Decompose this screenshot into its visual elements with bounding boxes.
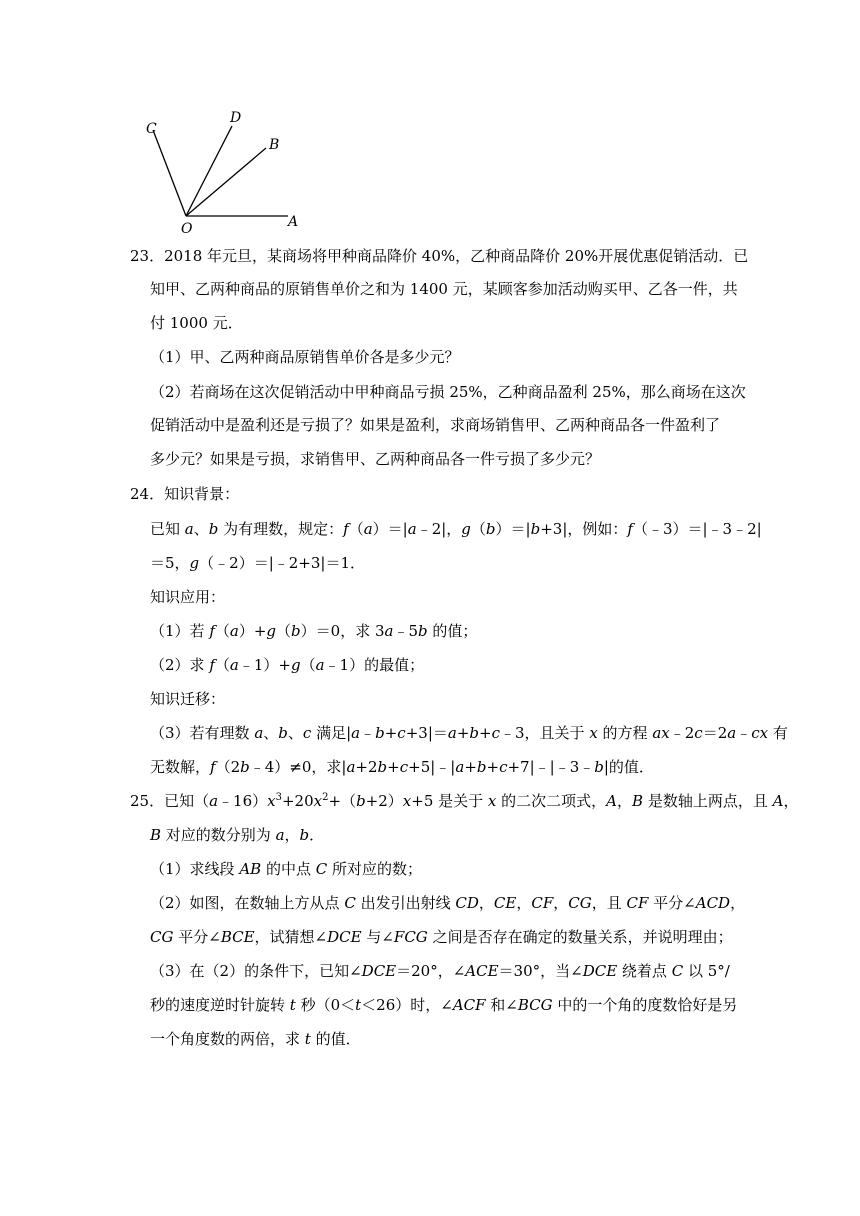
label-b: B <box>269 137 280 153</box>
label-a: A <box>288 214 299 230</box>
q24-application-heading: 知识应用： <box>150 588 226 606</box>
q23-line-3: 付 1000 元． <box>150 314 243 332</box>
q25-line-1: 25．已知$(a﹣16)x^3+20x^2+(b+2)x+5$ 是关于 x 的二次二项式，A，B 是数轴上两点，且 A， <box>130 792 799 810</box>
q25-part-2-line-1: （2）如图，在数轴上方从点 C 出发引出射线 CD，CE，CF，CG，且 CF 平分∠ACD， <box>150 894 746 912</box>
q23-line-1: 23．2018 年元旦，某商场将甲种商品降价 40%，乙种商品降价 20%开展优惠促销活动．已 <box>130 247 749 265</box>
q24-part-2: （2）求 f（a﹣1）+g（a﹣1）的最值； <box>150 656 425 674</box>
q25-part-2-line-2: CG 平分∠BCE，试猜想∠DCE 与∠FCG 之间是否存在确定的数量关系，并说明理由； <box>150 928 733 946</box>
angle-figure <box>138 100 308 238</box>
q24-part-1: （1）若 f（a）+g（b）＝0，求 3a﹣5b 的值； <box>150 622 478 640</box>
q24-heading: 24．知识背景： <box>130 485 240 503</box>
label-c: C <box>146 121 157 137</box>
q23-part-2-line-1: （2）若商场在这次促销活动中甲种商品亏损 25%，乙种商品盈利 25%，那么商场在这次 <box>150 383 746 401</box>
q23-line-2: 知甲、乙两种商品的原销售单价之和为 1400 元，某顾客参加活动购买甲、乙各一件，共 <box>150 280 738 298</box>
q23-part-2-line-3: 多少元？如果是亏损，求销售甲、乙两种商品各一件亏损了多少元？ <box>150 450 601 468</box>
q25-part-3-line-3: 一个角度数的两倍，求 t 的值． <box>150 1030 361 1048</box>
label-d: D <box>230 110 242 126</box>
q24-statement-line-1: 已知 a、b 为有理数，规定：f（a）＝|a﹣2|，g（b）＝|b+3|，例如：f（﹣3）＝|﹣3﹣2| <box>150 520 762 538</box>
ray-ob <box>186 148 266 216</box>
ray-oc <box>153 130 186 216</box>
q25-part-3-line-2: 秒的速度逆时针旋转 t 秒（0＜t＜26）时，∠ACF 和∠BCG 中的一个角的度数恰好是另 <box>150 996 738 1014</box>
label-o: O <box>181 221 193 237</box>
q25-part-3-line-1: （3）在（2）的条件下，已知∠DCE＝20°，∠ACE＝30°，当∠DCE 绕着点 C 以 5°/ <box>150 962 730 980</box>
q25-line-2: B 对应的数分别为 a，b． <box>150 826 325 844</box>
q23-part-1: （1）甲、乙两种商品原销售单价各是多少元？ <box>150 348 460 366</box>
angle-diagram <box>138 100 308 238</box>
q25-part-1: （1）求线段 AB 的中点 C 所对应的数； <box>150 860 422 878</box>
q23-part-2-line-2: 促销活动中是盈利还是亏损了？如果是盈利，求商场销售甲、乙两种商品各一件盈利了 <box>150 416 721 434</box>
q24-part-3-line-1: （3）若有理数 a、b、c 满足|a﹣b+c+3|＝a+b+c﹣3，且关于 x 的方程 ax﹣2c＝2a﹣cx 有 <box>150 724 788 742</box>
q24-statement-line-2: ＝5，g（﹣2）＝|﹣2+3|＝1． <box>150 554 366 572</box>
q24-part-3-line-2: 无数解，f（2b﹣4）≠0，求|a+2b+c+5|﹣|a+b+c+7|﹣|﹣3﹣b|的值． <box>150 758 654 776</box>
q24-transfer-heading: 知识迁移： <box>150 690 226 708</box>
ray-od <box>186 126 232 216</box>
